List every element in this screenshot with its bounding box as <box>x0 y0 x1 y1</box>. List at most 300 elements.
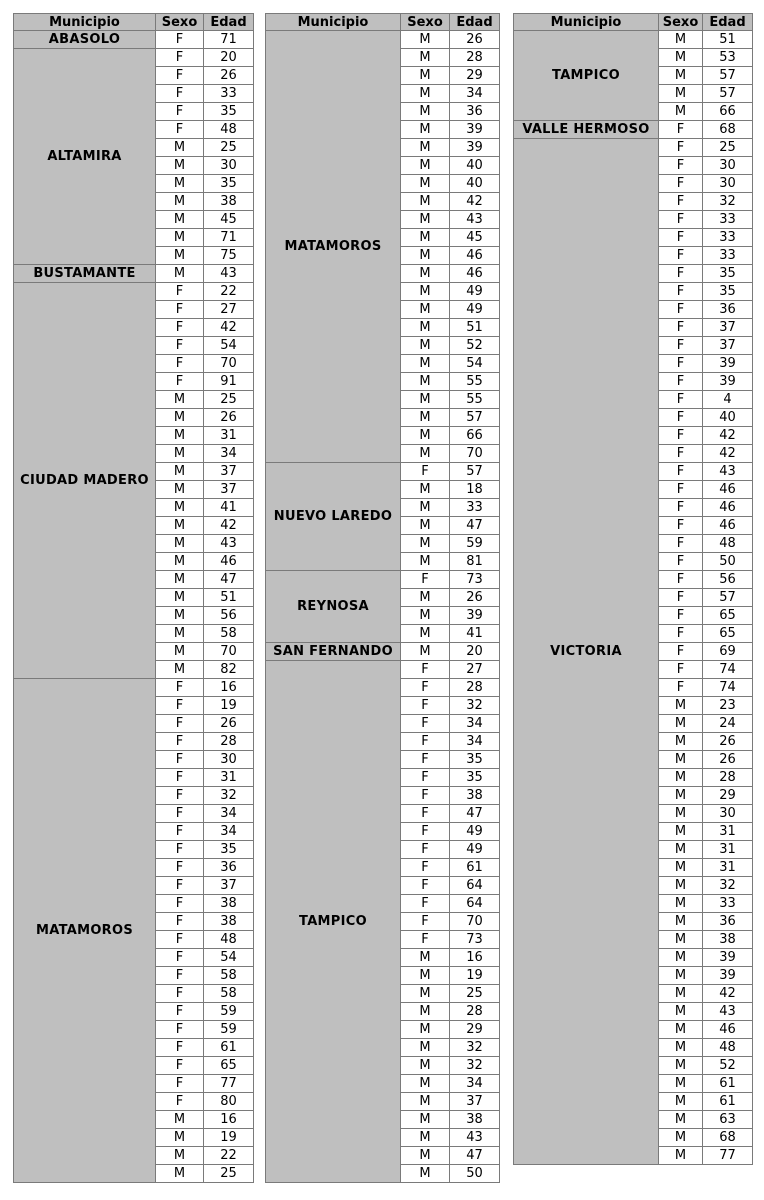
edad-cell: 38 <box>204 913 254 931</box>
edad-cell: 39 <box>703 949 753 967</box>
edad-cell: 26 <box>703 751 753 769</box>
table-row <box>401 967 500 985</box>
sexo-cell: M <box>659 859 703 877</box>
edad-cell: 70 <box>450 913 500 931</box>
table-row <box>659 607 753 625</box>
edad-cell: 43 <box>204 535 254 553</box>
table-row <box>659 463 753 481</box>
table-row <box>401 157 500 175</box>
edad-cell: 28 <box>450 49 500 67</box>
table-row <box>659 355 753 373</box>
table-row <box>659 139 753 157</box>
sexo-cell: F <box>659 535 703 553</box>
sexo-cell: M <box>156 535 204 553</box>
sexo-cell: F <box>659 607 703 625</box>
table-row <box>659 733 753 751</box>
sexo-cell: F <box>156 823 204 841</box>
table-row <box>156 697 254 715</box>
table-row <box>659 985 753 1003</box>
sexo-cell: M <box>401 373 450 391</box>
sexo-cell: F <box>659 283 703 301</box>
table-row <box>401 337 500 355</box>
table-row <box>401 391 500 409</box>
edad-cell: 51 <box>703 31 753 49</box>
sexo-cell: M <box>401 1039 450 1057</box>
sexo-cell: F <box>156 715 204 733</box>
sexo-cell: F <box>156 85 204 103</box>
group-rows <box>401 463 500 571</box>
table-row <box>156 859 254 877</box>
sexo-cell: M <box>401 409 450 427</box>
table-row <box>156 913 254 931</box>
edad-cell: 40 <box>703 409 753 427</box>
table-row <box>401 1129 500 1147</box>
table-row <box>659 391 753 409</box>
table-row <box>659 1093 753 1111</box>
sexo-cell: F <box>156 895 204 913</box>
sexo-cell: M <box>401 337 450 355</box>
table-row <box>659 1075 753 1093</box>
table-row <box>156 805 254 823</box>
edad-cell: 36 <box>703 301 753 319</box>
edad-cell: 63 <box>703 1111 753 1129</box>
edad-cell: 29 <box>703 787 753 805</box>
edad-cell: 65 <box>204 1057 254 1075</box>
table-row <box>659 445 753 463</box>
edad-cell: 46 <box>450 247 500 265</box>
table-row <box>401 301 500 319</box>
sexo-cell: F <box>659 409 703 427</box>
table-row <box>659 1003 753 1021</box>
sexo-cell: F <box>401 751 450 769</box>
table-row <box>156 679 254 697</box>
edad-cell: 34 <box>450 1075 500 1093</box>
sexo-cell: F <box>659 139 703 157</box>
sexo-cell: M <box>401 319 450 337</box>
table-row <box>401 607 500 625</box>
edad-cell: 80 <box>204 1093 254 1111</box>
edad-cell: 28 <box>450 1003 500 1021</box>
edad-cell: 43 <box>450 211 500 229</box>
edad-cell: 22 <box>204 283 254 301</box>
edad-cell: 25 <box>204 391 254 409</box>
table-row <box>156 481 254 499</box>
edad-cell: 39 <box>703 355 753 373</box>
sexo-cell: F <box>659 319 703 337</box>
edad-cell: 46 <box>703 1021 753 1039</box>
table-row <box>401 679 500 697</box>
table-row <box>401 859 500 877</box>
edad-cell: 61 <box>703 1093 753 1111</box>
edad-cell: 42 <box>204 517 254 535</box>
group-rows <box>156 31 254 49</box>
header-edad: Edad <box>450 13 500 31</box>
table-row <box>156 229 254 247</box>
edad-cell: 71 <box>204 229 254 247</box>
edad-cell: 82 <box>204 661 254 679</box>
edad-cell: 81 <box>450 553 500 571</box>
edad-cell: 38 <box>204 193 254 211</box>
sexo-cell: F <box>659 625 703 643</box>
edad-cell: 56 <box>703 571 753 589</box>
edad-cell: 34 <box>204 823 254 841</box>
table-row <box>156 103 254 121</box>
edad-cell: 26 <box>450 589 500 607</box>
sexo-cell: F <box>156 877 204 895</box>
sexo-cell: F <box>659 553 703 571</box>
table-row <box>156 985 254 1003</box>
sexo-cell: M <box>659 841 703 859</box>
group-rows <box>659 31 753 121</box>
table-row <box>401 1165 500 1183</box>
edad-cell: 43 <box>204 265 254 283</box>
edad-cell: 45 <box>450 229 500 247</box>
edad-cell: 54 <box>204 949 254 967</box>
sexo-cell: M <box>659 949 703 967</box>
group-rows <box>659 139 753 1165</box>
table-row <box>659 1039 753 1057</box>
edad-cell: 57 <box>703 589 753 607</box>
sexo-cell: F <box>659 481 703 499</box>
sexo-cell: M <box>401 49 450 67</box>
sexo-cell: F <box>156 319 204 337</box>
sexo-cell: F <box>659 157 703 175</box>
edad-cell: 91 <box>204 373 254 391</box>
edad-cell: 28 <box>450 679 500 697</box>
sexo-cell: F <box>156 1093 204 1111</box>
table-row <box>156 283 254 301</box>
sexo-cell: M <box>156 571 204 589</box>
table-row <box>156 247 254 265</box>
header-municipio: Municipio <box>13 13 156 31</box>
edad-cell: 74 <box>703 661 753 679</box>
edad-cell: 35 <box>204 841 254 859</box>
sexo-cell: F <box>156 859 204 877</box>
sexo-cell: M <box>401 643 450 661</box>
table-row <box>659 805 753 823</box>
edad-cell: 39 <box>450 607 500 625</box>
edad-cell: 46 <box>703 517 753 535</box>
edad-cell: 73 <box>450 571 500 589</box>
table-row <box>659 787 753 805</box>
sexo-cell: M <box>401 301 450 319</box>
sexo-cell: M <box>401 1021 450 1039</box>
edad-cell: 42 <box>450 193 500 211</box>
edad-cell: 36 <box>450 103 500 121</box>
edad-cell: 46 <box>703 481 753 499</box>
municipio-cell: ALTAMIRA <box>13 49 156 265</box>
sexo-cell: M <box>401 85 450 103</box>
table-row <box>156 1075 254 1093</box>
table-row <box>156 265 254 283</box>
edad-cell: 42 <box>204 319 254 337</box>
table-row <box>659 535 753 553</box>
table-row <box>156 949 254 967</box>
edad-cell: 57 <box>703 85 753 103</box>
table-row <box>156 31 254 49</box>
table-row <box>156 841 254 859</box>
table-row <box>659 1111 753 1129</box>
sexo-cell: F <box>156 787 204 805</box>
sexo-cell: M <box>156 481 204 499</box>
edad-cell: 16 <box>204 679 254 697</box>
table-row <box>156 931 254 949</box>
edad-cell: 26 <box>703 733 753 751</box>
sexo-cell: M <box>659 1093 703 1111</box>
sexo-cell: M <box>659 895 703 913</box>
table-row <box>401 121 500 139</box>
table-row <box>156 391 254 409</box>
table-row <box>659 1147 753 1165</box>
sexo-cell: M <box>401 481 450 499</box>
edad-cell: 32 <box>204 787 254 805</box>
table-row <box>156 1039 254 1057</box>
table-row <box>401 103 500 121</box>
table-row <box>156 355 254 373</box>
header-edad: Edad <box>703 13 753 31</box>
table-row <box>659 1129 753 1147</box>
table-row <box>156 895 254 913</box>
table-row <box>156 661 254 679</box>
sexo-cell: M <box>401 1075 450 1093</box>
edad-cell: 28 <box>703 769 753 787</box>
table-column-1 <box>13 13 254 1183</box>
edad-cell: 33 <box>703 895 753 913</box>
edad-cell: 48 <box>204 121 254 139</box>
sexo-cell: M <box>659 697 703 715</box>
table-row <box>401 481 500 499</box>
table-row <box>659 1021 753 1039</box>
table-row <box>659 751 753 769</box>
sexo-cell: M <box>401 967 450 985</box>
edad-cell: 35 <box>450 751 500 769</box>
sexo-cell: M <box>156 139 204 157</box>
sexo-cell: M <box>156 1111 204 1129</box>
table-row <box>659 301 753 319</box>
sexo-cell: M <box>401 121 450 139</box>
edad-cell: 30 <box>204 157 254 175</box>
sexo-cell: M <box>401 157 450 175</box>
table-row <box>156 1147 254 1165</box>
sexo-cell: F <box>156 949 204 967</box>
table-row <box>659 931 753 949</box>
table-row <box>156 211 254 229</box>
table-row <box>401 769 500 787</box>
edad-cell: 16 <box>204 1111 254 1129</box>
sexo-cell: M <box>659 49 703 67</box>
table-row <box>401 877 500 895</box>
sexo-cell: F <box>401 697 450 715</box>
table-row <box>401 751 500 769</box>
edad-cell: 51 <box>204 589 254 607</box>
sexo-cell: F <box>659 247 703 265</box>
table-row <box>659 85 753 103</box>
table-row <box>156 769 254 787</box>
sexo-cell: F <box>659 571 703 589</box>
sexo-cell: M <box>156 409 204 427</box>
edad-cell: 37 <box>703 337 753 355</box>
table-row <box>401 247 500 265</box>
sexo-cell: M <box>156 1129 204 1147</box>
edad-cell: 42 <box>703 445 753 463</box>
table-row <box>659 427 753 445</box>
sexo-cell: M <box>401 283 450 301</box>
sexo-cell: M <box>401 139 450 157</box>
edad-cell: 36 <box>703 913 753 931</box>
sexo-cell: M <box>156 445 204 463</box>
edad-cell: 38 <box>703 931 753 949</box>
municipio-cell: CIUDAD MADERO <box>13 283 156 679</box>
sexo-cell: F <box>401 895 450 913</box>
sexo-cell: M <box>401 1057 450 1075</box>
sexo-cell: F <box>156 355 204 373</box>
table-row <box>401 913 500 931</box>
sexo-cell: M <box>156 553 204 571</box>
sexo-cell: F <box>156 49 204 67</box>
table-row <box>401 589 500 607</box>
sexo-cell: F <box>659 175 703 193</box>
edad-cell: 47 <box>450 805 500 823</box>
sexo-cell: F <box>401 661 450 679</box>
sexo-cell: F <box>156 1003 204 1021</box>
edad-cell: 32 <box>450 1057 500 1075</box>
sexo-cell: F <box>659 589 703 607</box>
table-row <box>659 823 753 841</box>
edad-cell: 70 <box>450 445 500 463</box>
edad-cell: 16 <box>450 949 500 967</box>
edad-cell: 31 <box>703 823 753 841</box>
edad-cell: 46 <box>204 553 254 571</box>
table-row <box>401 715 500 733</box>
edad-cell: 38 <box>204 895 254 913</box>
table-header <box>13 13 254 31</box>
sexo-cell: M <box>659 787 703 805</box>
municipio-cell: SAN FERNANDO <box>265 643 401 661</box>
edad-cell: 37 <box>703 319 753 337</box>
table-body <box>13 31 254 1183</box>
table-row <box>156 535 254 553</box>
table-row <box>156 301 254 319</box>
edad-cell: 35 <box>703 283 753 301</box>
edad-cell: 43 <box>450 1129 500 1147</box>
table-row <box>156 751 254 769</box>
edad-cell: 35 <box>450 769 500 787</box>
table-row <box>401 949 500 967</box>
sexo-cell: F <box>401 841 450 859</box>
edad-cell: 47 <box>450 1147 500 1165</box>
sexo-cell: M <box>156 391 204 409</box>
edad-cell: 61 <box>703 1075 753 1093</box>
edad-cell: 31 <box>703 859 753 877</box>
table-row <box>401 841 500 859</box>
edad-cell: 23 <box>703 697 753 715</box>
edad-cell: 33 <box>204 85 254 103</box>
table-row <box>659 967 753 985</box>
table-row <box>659 103 753 121</box>
header-municipio: Municipio <box>513 13 659 31</box>
group-rows <box>156 283 254 679</box>
municipio-cell: MATAMOROS <box>265 31 401 463</box>
sexo-cell: M <box>156 175 204 193</box>
sexo-cell: M <box>659 715 703 733</box>
sexo-cell: F <box>156 697 204 715</box>
sexo-cell: M <box>401 211 450 229</box>
sexo-cell: F <box>156 373 204 391</box>
sexo-cell: F <box>156 1075 204 1093</box>
table-row <box>659 769 753 787</box>
table-body <box>265 31 500 1183</box>
sexo-cell: F <box>156 841 204 859</box>
sexo-cell: M <box>156 643 204 661</box>
edad-cell: 40 <box>450 175 500 193</box>
table-row <box>659 229 753 247</box>
edad-cell: 47 <box>450 517 500 535</box>
sexo-cell: M <box>659 1075 703 1093</box>
table-row <box>156 175 254 193</box>
sexo-cell: M <box>401 103 450 121</box>
table-row <box>659 913 753 931</box>
table-row <box>659 553 753 571</box>
table-row <box>156 625 254 643</box>
table-row <box>156 787 254 805</box>
sexo-cell: M <box>401 193 450 211</box>
sexo-cell: M <box>401 553 450 571</box>
edad-cell: 48 <box>703 1039 753 1057</box>
sexo-cell: F <box>401 787 450 805</box>
sexo-cell: M <box>659 31 703 49</box>
edad-cell: 47 <box>204 571 254 589</box>
table-row <box>659 481 753 499</box>
sexo-cell: F <box>156 967 204 985</box>
table-row <box>659 895 753 913</box>
edad-cell: 66 <box>450 427 500 445</box>
table-row <box>401 1021 500 1039</box>
sexo-cell: F <box>659 355 703 373</box>
table-row <box>659 841 753 859</box>
sexo-cell: M <box>156 265 204 283</box>
sexo-cell: M <box>659 931 703 949</box>
edad-cell: 32 <box>703 193 753 211</box>
table-row <box>156 571 254 589</box>
sexo-cell: F <box>659 517 703 535</box>
edad-cell: 70 <box>204 643 254 661</box>
table-row <box>659 319 753 337</box>
table-row <box>401 517 500 535</box>
edad-cell: 38 <box>450 787 500 805</box>
sexo-cell: M <box>659 1003 703 1021</box>
table-row <box>659 121 753 139</box>
table-row <box>156 715 254 733</box>
table-row <box>659 409 753 427</box>
sexo-cell: M <box>659 1147 703 1165</box>
edad-cell: 35 <box>204 103 254 121</box>
table-row <box>401 643 500 661</box>
edad-cell: 37 <box>204 877 254 895</box>
table-row <box>401 1093 500 1111</box>
table-row <box>401 283 500 301</box>
table-row <box>401 787 500 805</box>
municipio-cell: VICTORIA <box>513 139 659 1165</box>
edad-cell: 34 <box>450 733 500 751</box>
edad-cell: 59 <box>204 1003 254 1021</box>
edad-cell: 45 <box>204 211 254 229</box>
edad-cell: 46 <box>450 265 500 283</box>
sexo-cell: F <box>156 679 204 697</box>
sexo-cell: F <box>156 337 204 355</box>
municipio-cell: VALLE HERMOSO <box>513 121 659 139</box>
sexo-cell: M <box>401 265 450 283</box>
sexo-cell: M <box>401 517 450 535</box>
